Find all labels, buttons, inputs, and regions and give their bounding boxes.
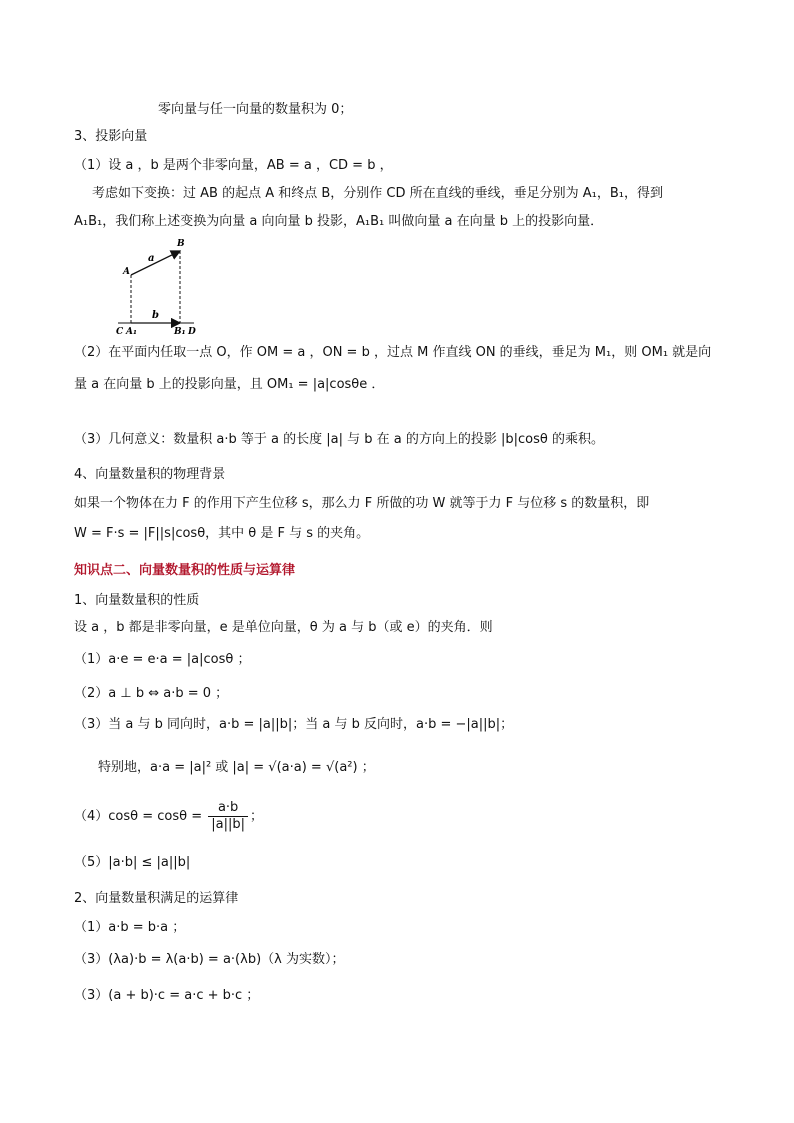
cos-fraction-numerator: a·b — [208, 800, 248, 817]
label-vec-b: b — [152, 310, 159, 321]
label-A: A — [123, 267, 130, 277]
label-A1: A₁ — [126, 327, 137, 337]
text-projection-def-3: A₁B₁，我们称上述变换为向量 a 向向量 b 投影，A₁B₁ 叫做向量 a 在向量 b 上的投影向量． — [74, 214, 604, 229]
property-3-special: 特别地，a·a = |a|² 或 |a| = √(a·a) = √(a²) ； — [98, 760, 375, 775]
property-3: （3）当 a 与 b 同向时，a·b = |a||b|；当 a 与 b 反向时，a·b = −|a||b|； — [74, 717, 514, 732]
law-3: （3）(a + b)·c = a·c + b·c ； — [74, 988, 260, 1003]
heading-physical-background: 4、向量数量积的物理背景 — [74, 467, 226, 482]
text-physical-2: W = F·s = |F||s|cosθ，其中 θ 是 F 与 s 的夹角。 — [74, 526, 370, 541]
label-C: C — [116, 327, 124, 337]
vector-a-arrow — [131, 251, 180, 275]
heading-properties: 1、向量数量积的性质 — [74, 593, 200, 608]
text-projection-coordinate-1: （2）在平面内任取一点 O，作 OM = a ，ON = b ，过点 M 作直线 ON 的垂线，垂足为 M₁，则 OM₁ 就是向 — [74, 345, 712, 360]
property-4 — [74, 800, 263, 834]
text-properties-intro: 设 a ，b 都是非零向量，e 是单位向量，θ 为 a 与 b（或 e）的夹角．则 — [74, 620, 493, 635]
text-projection-def-2: 考虑如下变换：过 AB 的起点 A 和终点 B，分别作 CD 所在直线的垂线，垂足分别为 A₁，B₁，得到 — [92, 186, 664, 201]
text-geometric-meaning: （3）几何意义：数量积 a·b 等于 a 的长度 |a| 与 b 在 a 的方向上的投影 |b|cosθ 的乘积。 — [74, 432, 604, 447]
cos-fraction-denominator: |a||b| — [211, 817, 245, 832]
label-vec-a: a — [148, 253, 155, 264]
law-2: （3）(λa)·b = λ(a·b) = a·(λb)（λ 为实数）； — [74, 952, 345, 967]
property-2: （2）a ⊥ b ⇔ a·b = 0 ； — [74, 686, 229, 701]
section-heading-properties: 知识点二、向量数量积的性质与运算律 — [74, 563, 296, 578]
heading-operation-laws: 2、向量数量积满足的运算律 — [74, 891, 239, 906]
property-4-end: ； — [250, 809, 264, 824]
projection-figure — [112, 236, 204, 338]
label-B: B — [177, 239, 185, 249]
label-D: D — [188, 327, 196, 337]
law-1: （1）a·b = b·a ； — [74, 920, 186, 935]
text-zero-vector: 零向量与任一向量的数量积为 0； — [158, 102, 353, 117]
property-4-lhs: （4）cosθ = cosθ = — [74, 809, 207, 824]
label-B1: B₁ — [174, 327, 186, 337]
cos-fraction — [208, 800, 248, 833]
text-projection-coordinate-2: 量 a 在向量 b 上的投影向量，且 OM₁ = |a|cosθe ． — [74, 377, 385, 392]
property-1: （1）a·e = e·a = |a|cosθ ； — [74, 652, 251, 667]
heading-projection-vector: 3、投影向量 — [74, 129, 148, 144]
property-5: （5）|a·b| ≤ |a||b| — [74, 855, 191, 870]
text-projection-def-1: （1）设 a ，b 是两个非零向量，AB = a ，CD = b ， — [74, 158, 393, 173]
text-physical-1: 如果一个物体在力 F 的作用下产生位移 s，那么力 F 所做的功 W 就等于力 F 与位移 s 的数量积，即 — [74, 496, 650, 511]
